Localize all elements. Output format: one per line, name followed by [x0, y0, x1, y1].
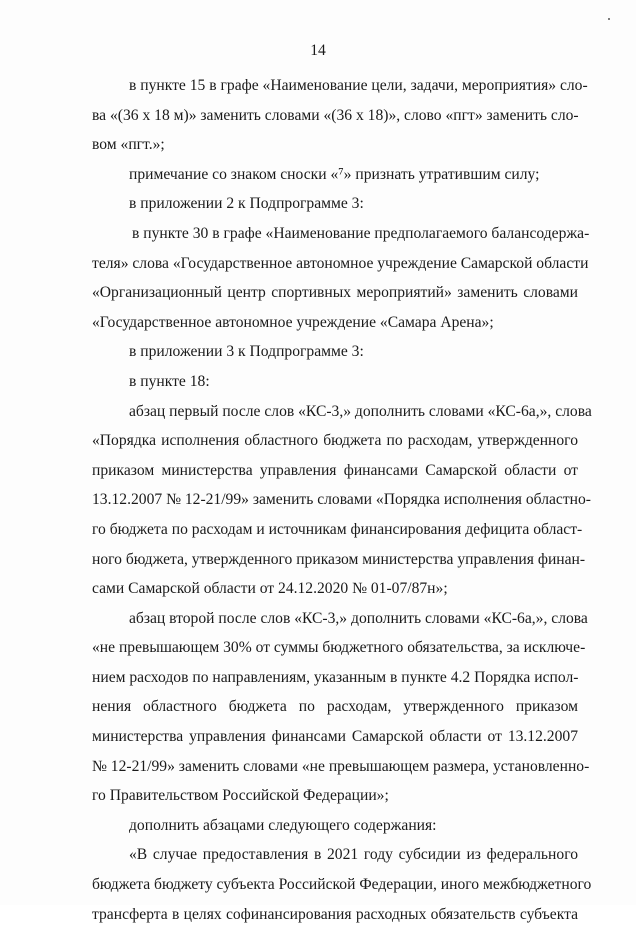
text-line: «В случае предоставления в 2021 году субсидии из федерального [129, 846, 578, 864]
document-body [92, 71, 592, 929]
text-line: дополнить абзацами следующего содержания: [129, 816, 437, 834]
text-line: ва «(36 х 18 м)» заменить словами «(36 х 18)», слово «пгт» заменить сло- [92, 106, 579, 124]
text-line: го Правительством Российской Федерации»; [92, 787, 389, 805]
text-line: абзац второй после слов «КС-3,» дополнить словами «КС-6а,», слова [129, 609, 588, 627]
text-line: трансферта в целях софинансирования расходных обязательств субъекта [92, 905, 578, 923]
text-line: нения областного бюджета по расходам, утвержденного приказом [92, 698, 578, 716]
page-number: 14 [310, 42, 326, 59]
text-line: в приложении 3 к Подпрограмме 3: [129, 343, 364, 361]
text-line: № 12-21/99» заменить словами «не превышающем размера, установленно- [92, 757, 590, 775]
text-line: бюджета бюджету субъекта Российской Федерации, иного межбюджетного [92, 876, 592, 894]
text-line: «Государственное автономное учреждение «Самара Арена»; [92, 313, 494, 331]
text-line: абзац первый после слов «КС-3,» дополнить словами «КС-6а,», слова [129, 402, 592, 420]
text-line: сами Самарской области от 24.12.2020 № 01-07/87н»; [92, 580, 448, 598]
text-line: в приложении 2 к Подпрограмме 3: [129, 195, 364, 213]
text-line: примечание со знаком сноски «⁷» признать утратившим силу; [129, 165, 540, 183]
text-line: в пункте 15 в графе «Наименование цели, задачи, мероприятия» сло- [129, 77, 588, 94]
text-line: теля» слова «Государственное автономное учреждение Самарской области [92, 254, 589, 272]
text-line: в пункте 18: [129, 372, 210, 390]
scan-speck [608, 18, 610, 20]
text-line: го бюджета по расходам и источникам финансирования дефицита област- [92, 520, 583, 538]
text-line: вом «пгт.»; [92, 136, 165, 154]
text-line: нием расходов по направлениям, указанным в пункте 4.2 Порядка испол- [92, 668, 579, 686]
text-line: «Порядка исполнения областного бюджета по расходам, утвержденного [92, 432, 578, 450]
text-line: «не превышающем 30% от суммы бюджетного обязательства, за исключе- [92, 639, 586, 657]
text-line: приказом министерства управления финансами Самарской области от [92, 461, 578, 479]
text-line: 13.12.2007 № 12-21/99» заменить словами «Порядка исполнения областно- [92, 491, 591, 509]
text-line: ного бюджета, утвержденного приказом министерства управления финан- [92, 550, 586, 568]
text-line: в пункте 30 в графе «Наименование предполагаемого балансодержа- [132, 224, 590, 242]
text-line: «Организационный центр спортивных мероприятий» заменить словами [92, 284, 578, 302]
text-line: министерства управления финансами Самарской области от 13.12.2007 [92, 728, 578, 746]
